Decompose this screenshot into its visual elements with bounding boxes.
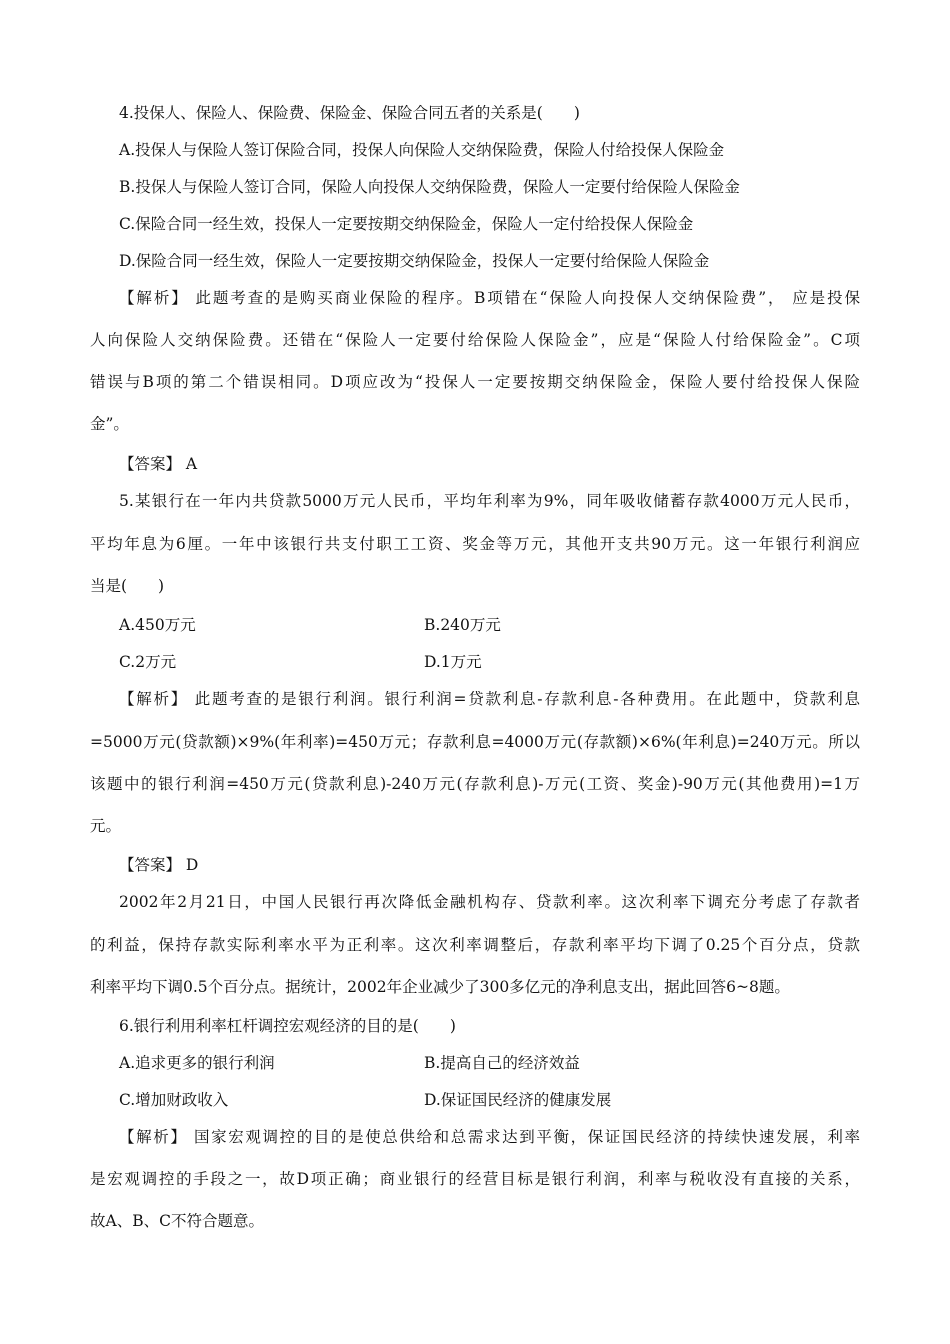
passage-line-2: 的利益，保持存款实际利率水平为正利率。这次利率调整后，存款利率平均下调了0.25个百分点，贷款 bbox=[90, 936, 860, 954]
q6-analysis-line-1: 【解析】 国家宏观调控的目的是使总供给和总需求达到平衡，保证国民经济的持续快速发展，利率 bbox=[119, 1128, 860, 1146]
q5-answer: 【答案】 D bbox=[119, 856, 199, 874]
q5-stem-line-3: 当是( ) bbox=[90, 577, 165, 595]
q4-stem: 4.投保人、保险人、保险费、保险金、保险合同五者的关系是( ) bbox=[119, 104, 580, 122]
passage-line-1: 2002年2月21日，中国人民银行再次降低金融机构存、贷款利率。这次利率下调充分考虑了存款者 bbox=[119, 893, 860, 911]
q5-option-c: C.2万元 bbox=[119, 653, 177, 671]
q4-analysis-line-2: 人向保险人交纳保险费。还错在“保险人一定要付给保险人保险金”，应是“保险人付给保险金”。C项 bbox=[90, 331, 860, 349]
q4-option-a: A.投保人与保险人签订保险合同，投保人向保险人交纳保险费，保险人付给投保人保险金 bbox=[119, 141, 725, 159]
q5-analysis-line-2: =5000万元(贷款额)×9%(年利率)=450万元；存款利息=4000万元(存款额)×6%(年利息)=240万元。所以 bbox=[90, 733, 860, 751]
q5-option-a: A.450万元 bbox=[119, 616, 196, 634]
q4-option-d: D.保险合同一经生效，保险人一定要按期交纳保险金，投保人一定要付给保险人保险金 bbox=[119, 252, 710, 270]
q6-option-c: C.增加财政收入 bbox=[119, 1091, 229, 1109]
q6-option-d: D.保证国民经济的健康发展 bbox=[424, 1091, 612, 1109]
q6-options-row-1 bbox=[0, 1052, 950, 1074]
q4-analysis-line-1: 【解析】 此题考查的是购买商业保险的程序。B项错在“保险人向投保人交纳保险费”， 应是投保 bbox=[119, 289, 860, 307]
q6-stem: 6.银行利用利率杠杆调控宏观经济的目的是( ) bbox=[119, 1017, 456, 1035]
q4-option-b: B.投保人与保险人签订合同，保险人向投保人交纳保险费，保险人一定要付给保险人保险金 bbox=[119, 178, 740, 196]
passage-line-3: 利率平均下调0.5个百分点。据统计，2002年企业减少了300多亿元的净利息支出，据此回答6~8题。 bbox=[90, 978, 790, 996]
q6-option-b: B.提高自己的经济效益 bbox=[424, 1054, 580, 1072]
q5-option-b: B.240万元 bbox=[424, 616, 501, 634]
q5-stem-line-1: 5.某银行在一年内共贷款5000万元人民币，平均年利率为9%，同年吸收储蓄存款4000万元人民币， bbox=[119, 492, 860, 510]
q5-options-row-2 bbox=[0, 651, 950, 673]
q6-option-a: A.追求更多的银行利润 bbox=[119, 1054, 275, 1072]
q5-analysis-line-4: 元。 bbox=[90, 817, 122, 835]
q4-analysis-line-4: 金”。 bbox=[90, 415, 129, 433]
q4-answer: 【答案】 A bbox=[119, 455, 198, 473]
q6-analysis-line-3: 故A、B、C不符合题意。 bbox=[90, 1212, 264, 1230]
q5-option-d: D.1万元 bbox=[424, 653, 482, 671]
q6-options-row-2 bbox=[0, 1089, 950, 1111]
q5-options-row-1 bbox=[0, 614, 950, 636]
q5-analysis-line-3: 该题中的银行利润=450万元(贷款利息)-240万元(存款利息)-万元(工资、奖金)-90万元(其他费用)=1万 bbox=[90, 775, 860, 793]
q4-option-c: C.保险合同一经生效，投保人一定要按期交纳保险金，保险人一定付给投保人保险金 bbox=[119, 215, 694, 233]
q5-stem-line-2: 平均年息为6厘。一年中该银行共支付职工工资、奖金等万元，其他开支共90万元。这一年银行利润应 bbox=[90, 535, 860, 553]
q4-analysis-line-3: 错误与B项的第二个错误相同。D项应改为“投保人一定要按期交纳保险金，保险人要付给投保人保险 bbox=[90, 373, 860, 391]
q5-analysis-line-1: 【解析】 此题考查的是银行利润。银行利润=贷款利息-存款利息-各种费用。在此题中，贷款利息 bbox=[119, 690, 860, 708]
q6-analysis-line-2: 是宏观调控的手段之一，故D项正确；商业银行的经营目标是银行利润，利率与税收没有直接的关系， bbox=[90, 1170, 860, 1188]
